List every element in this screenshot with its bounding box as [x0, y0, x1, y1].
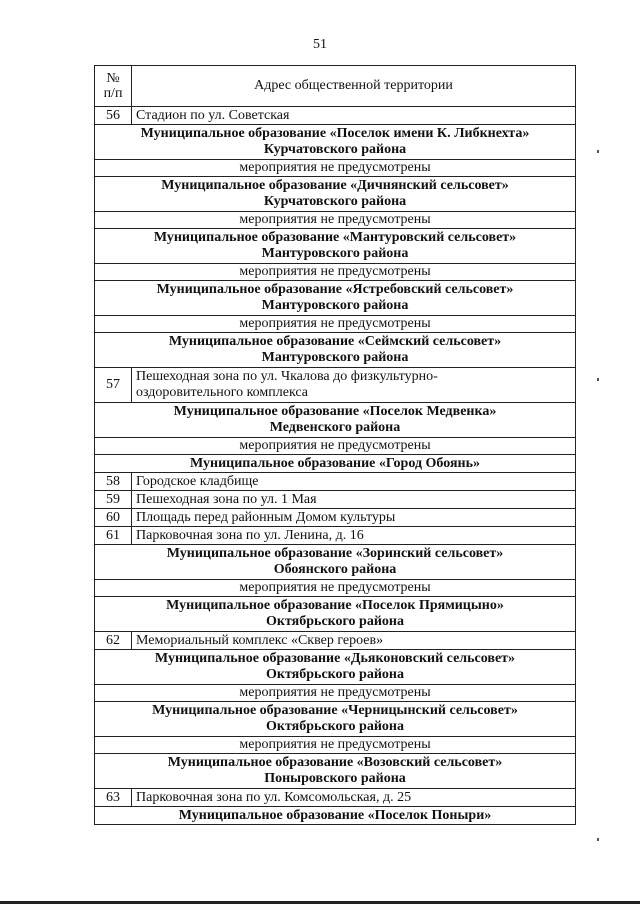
- no-measures-row: [95, 580, 576, 597]
- scan-mark: [597, 378, 599, 381]
- municipality-section-row: [95, 754, 576, 789]
- municipality-district: Курчатовского района: [263, 194, 407, 209]
- row-number: 60: [95, 509, 132, 527]
- header-num-cell: [95, 66, 132, 107]
- municipality-district: Октябрьского района: [266, 719, 404, 734]
- municipality-section-row: [95, 702, 576, 737]
- municipality-heading: [95, 754, 576, 789]
- table-row: [95, 509, 576, 527]
- row-number: 62: [95, 632, 132, 650]
- municipality-name: Муниципальное образование «Зоринский сельсовет»: [166, 546, 504, 561]
- municipality-heading: [95, 177, 576, 212]
- row-number: 56: [95, 107, 132, 125]
- municipality-section-row: [95, 177, 576, 212]
- no-measures-text: мероприятия не предусмотрены: [95, 685, 576, 702]
- municipality-heading: [95, 229, 576, 264]
- header-num-symbol: №: [106, 71, 120, 86]
- row-number: 58: [95, 473, 132, 491]
- territory-address: Городское кладбище: [132, 473, 576, 491]
- municipality-name: Муниципальное образование «Поселок Прямицыно»: [166, 598, 504, 613]
- municipality-district: Мантуровского района: [261, 350, 409, 365]
- municipality-heading: [95, 455, 576, 473]
- municipality-district: Медвенского района: [269, 420, 401, 435]
- municipality-section-row: [95, 597, 576, 632]
- scan-bottom-edge: [0, 901, 640, 904]
- no-measures-row: [95, 737, 576, 754]
- territory-address: [132, 368, 576, 403]
- municipality-heading: [95, 545, 576, 580]
- municipality-district: Поныровского района: [264, 771, 406, 786]
- no-measures-text: мероприятия не предусмотрены: [95, 737, 576, 754]
- table-row: [95, 491, 576, 509]
- public-territories-table: [94, 65, 576, 825]
- municipality-name: Муниципальное образование «Поселок Медвенка»: [173, 404, 497, 419]
- municipality-section-row: [95, 545, 576, 580]
- no-measures-row: [95, 212, 576, 229]
- municipality-heading: [95, 333, 576, 368]
- municipality-section-row: [95, 281, 576, 316]
- municipality-heading: [95, 702, 576, 737]
- municipality-heading: [95, 125, 576, 160]
- scan-mark: [597, 838, 599, 841]
- no-measures-row: [95, 264, 576, 281]
- territory-address: Парковочная зона по ул. Ленина, д. 16: [132, 527, 576, 545]
- municipality-name: Муниципальное образование «Поселок Поныри»: [178, 807, 492, 823]
- territory-address-line: Пешеходная зона по ул. Чкалова до физкультурно-: [136, 369, 438, 384]
- municipality-name: Муниципальное образование «Поселок имени К. Либкнехта»: [140, 126, 530, 141]
- municipality-heading: [95, 403, 576, 438]
- municipality-name: Муниципальное образование «Возовский сельсовет»: [167, 755, 503, 770]
- territory-address: Стадион по ул. Советская: [132, 107, 576, 125]
- table-row: [95, 473, 576, 491]
- municipality-district: Октябрьского района: [266, 614, 404, 629]
- municipality-name: Муниципальное образование «Мантуровский сельсовет»: [153, 230, 517, 245]
- territory-address-line: оздоровительного комплекса: [136, 385, 309, 400]
- municipality-name: Муниципальное образование «Дьяконовский сельсовет»: [154, 651, 516, 666]
- municipality-district: Обоянского района: [273, 562, 397, 577]
- municipality-section-row: [95, 403, 576, 438]
- municipality-district: Мантуровского района: [261, 298, 409, 313]
- municipality-name: Муниципальное образование «Ястребовский сельсовет»: [156, 282, 514, 297]
- no-measures-text: мероприятия не предусмотрены: [95, 264, 576, 281]
- no-measures-text: мероприятия не предусмотрены: [95, 316, 576, 333]
- no-measures-text: мероприятия не предусмотрены: [95, 160, 576, 177]
- table-row: [95, 632, 576, 650]
- municipality-name: Муниципальное образование «Город Обоянь»: [189, 455, 481, 471]
- row-number: 59: [95, 491, 132, 509]
- scan-mark: [597, 150, 599, 153]
- municipality-district: Мантуровского района: [261, 246, 409, 261]
- municipality-name: Муниципальное образование «Черницынский сельсовет»: [152, 703, 518, 718]
- no-measures-text: мероприятия не предусмотрены: [95, 212, 576, 229]
- table-row: [95, 107, 576, 125]
- municipality-section-row: [95, 229, 576, 264]
- no-measures-row: [95, 160, 576, 177]
- row-number: 63: [95, 789, 132, 807]
- table-row: [95, 789, 576, 807]
- header-address-cell: Адрес общественной территории: [132, 66, 576, 107]
- municipality-district: Курчатовского района: [263, 142, 407, 157]
- territory-address: Пешеходная зона по ул. 1 Мая: [132, 491, 576, 509]
- municipality-section-row: [95, 650, 576, 685]
- municipality-section-row: [95, 333, 576, 368]
- municipality-section-row: [95, 455, 576, 473]
- no-measures-row: [95, 685, 576, 702]
- municipality-section-row: [95, 125, 576, 160]
- row-number: 57: [95, 368, 132, 403]
- territory-address: Парковочная зона по ул. Комсомольская, д. 25: [132, 789, 576, 807]
- no-measures-row: [95, 438, 576, 455]
- municipality-heading: [95, 281, 576, 316]
- municipality-name: Муниципальное образование «Сеймский сельсовет»: [168, 334, 502, 349]
- municipality-section-row: [95, 807, 576, 825]
- territory-address: Площадь перед районным Домом культуры: [132, 509, 576, 527]
- header-num-abbr: п/п: [103, 86, 123, 101]
- table-header-row: [95, 66, 576, 107]
- municipality-heading: [95, 597, 576, 632]
- table-row: [95, 527, 576, 545]
- no-measures-text: мероприятия не предусмотрены: [95, 438, 576, 455]
- municipality-heading: [95, 650, 576, 685]
- row-number: 61: [95, 527, 132, 545]
- municipality-name: Муниципальное образование «Дичнянский сельсовет»: [161, 178, 509, 193]
- no-measures-text: мероприятия не предусмотрены: [95, 580, 576, 597]
- territory-address: Мемориальный комплекс «Сквер героев»: [132, 632, 576, 650]
- municipality-heading: [95, 807, 576, 825]
- table-row: [95, 368, 576, 403]
- municipality-district: Октябрьского района: [266, 667, 404, 682]
- page-number: 51: [313, 37, 327, 52]
- no-measures-row: [95, 316, 576, 333]
